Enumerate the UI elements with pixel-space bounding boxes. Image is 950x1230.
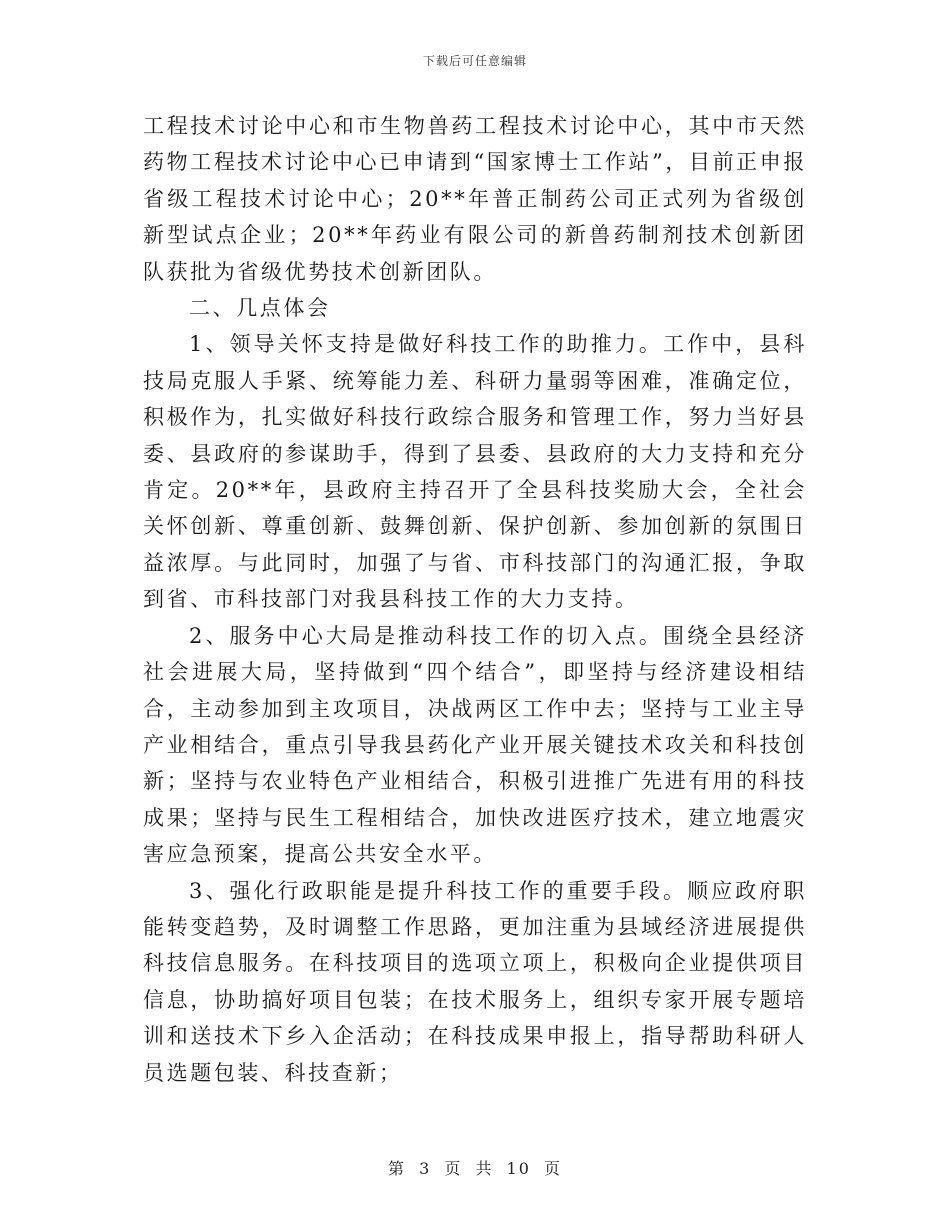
section-heading: 二、几点体会	[189, 296, 331, 321]
paragraph-point-3: 3、强化行政职能是提升科技工作的重要手段。顺应政府职能转变趋势，及时调整工作思路，更加注重为县域经济进展提供科技信息服务。在科技项目的选项立项上，积极向企业提供项目信息，协助搞好项目包装；在技术服务上，组织专家开展专题培训和送技术下乡入企活动；在科技成果申报上，指导帮助科研人员选题包装、科技查新；	[143, 878, 807, 1085]
paragraph-continuation: 工程技术讨论中心和市生物兽药工程技术讨论中心，其中市天然药物工程技术讨论中心已申请到“国家博士工作站”，目前正申报省级工程技术讨论中心；20**年普正制药公司正式列为省级创新型试点企业；20**年药业有限公司的新兽药制剂技术创新团队获批为省级优势技术创新团队。	[143, 114, 807, 284]
page-number: 第 3 页 共 10 页	[388, 1159, 562, 1178]
paragraph-point-1: 1、领导关怀支持是做好科技工作的助推力。工作中，县科技局克服人手紧、统筹能力差、科研力量弱等困难，准确定位，积极作为，扎实做好科技行政综合服务和管理工作，努力当好县委、县政府的参谋助手，得到了县委、县政府的大力支持和充分肯定。20**年，县政府主持召开了全县科技奖励大会，全社会关怀创新、尊重创新、鼓舞创新、保护创新、参加创新的氛围日益浓厚。与此同时，加强了与省、市科技部门的沟通汇报，争取到省、市科技部门对我县科技工作的大力支持。	[143, 332, 807, 612]
paragraph-point-2: 2、服务中心大局是推动科技工作的切入点。围绕全县经济社会进展大局，坚持做到“四个结合”，即坚持与经济建设相结合，主动参加到主攻项目，决战两区工作中去；坚持与工业主导产业相结合，重点引导我县药化产业开展关键技术攻关和科技创新；坚持与农业特色产业相结合，积极引进推广先进有用的科技成果；坚持与民生工程相结合，加快改进医疗技术，建立地震灾害应急预案，提高公共安全水平。	[143, 623, 807, 867]
page-header: 下载后可任意编辑	[422, 54, 527, 68]
document-body	[143, 108, 807, 1091]
